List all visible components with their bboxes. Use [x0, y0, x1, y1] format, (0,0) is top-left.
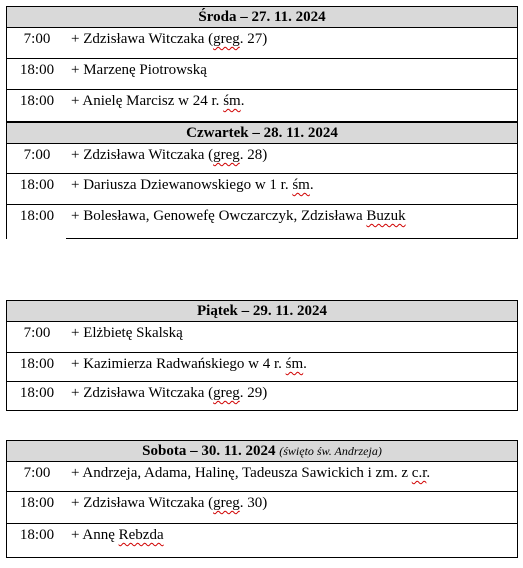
day-header — [6, 6, 518, 28]
mass-time: 18:00 — [19, 495, 55, 511]
mass-intention: + Zdzisława Witczaka (greg. 27) — [71, 31, 268, 47]
mass-time: 18:00 — [19, 356, 55, 372]
day-title: Środa – 27. 11. 2024 — [198, 9, 326, 25]
mass-row — [6, 353, 518, 382]
day-header — [6, 122, 518, 144]
mass-time: 7:00 — [23, 325, 51, 341]
mass-time: 7:00 — [23, 147, 51, 163]
mass-row — [6, 205, 518, 239]
day-header — [6, 440, 518, 462]
mass-time: 18:00 — [19, 62, 55, 78]
mass-row — [6, 174, 518, 205]
day-note: (święto św. Andrzeja) — [279, 444, 382, 458]
mass-time: 18:00 — [19, 177, 55, 193]
mass-intention: + Marzenę Piotrowską — [71, 62, 207, 78]
mass-row — [6, 382, 518, 411]
mass-time: 18:00 — [19, 93, 55, 109]
mass-intention: + Zdzisława Witczaka (greg. 28) — [71, 147, 268, 163]
mass-row — [6, 28, 518, 59]
mass-intention: + Dariusza Dziewanowskiego w 1 r. śm. — [71, 177, 314, 193]
mass-intention: + Bolesława, Genowefę Owczarczyk, Zdzisława Buzuk — [71, 208, 406, 224]
mass-time: 7:00 — [23, 31, 51, 47]
mass-intention: + Andrzeja, Adama, Halinę, Tadeusza Sawickich i zm. z c.r. — [71, 465, 431, 481]
mass-row — [6, 144, 518, 174]
mass-intention: + Anielę Marcisz w 24 r. śm. — [71, 93, 245, 109]
mass-time: 7:00 — [23, 465, 51, 481]
day-title: Czwartek – 28. 11. 2024 — [186, 125, 338, 141]
mass-time: 18:00 — [19, 527, 55, 543]
mass-intention: + Annę Rebzda — [71, 527, 164, 543]
mass-row — [6, 492, 518, 524]
mass-row — [6, 462, 518, 492]
day-title: Piątek – 29. 11. 2024 — [197, 303, 327, 319]
mass-intention: + Elżbietę Skalską — [71, 325, 183, 341]
mass-row — [6, 59, 518, 90]
mass-row — [6, 90, 518, 122]
day-header — [6, 300, 518, 322]
mass-time: 18:00 — [19, 208, 55, 224]
mass-row — [6, 322, 518, 353]
day-title: Sobota – 30. 11. 2024 — [142, 443, 276, 459]
mass-intention: + Zdzisława Witczaka (greg. 30) — [71, 495, 268, 511]
mass-intention: + Kazimierza Radwańskiego w 4 r. śm. — [71, 356, 307, 372]
mass-time: 18:00 — [19, 385, 55, 401]
mass-row — [6, 524, 518, 558]
mass-intention: + Zdzisława Witczaka (greg. 29) — [71, 385, 268, 401]
